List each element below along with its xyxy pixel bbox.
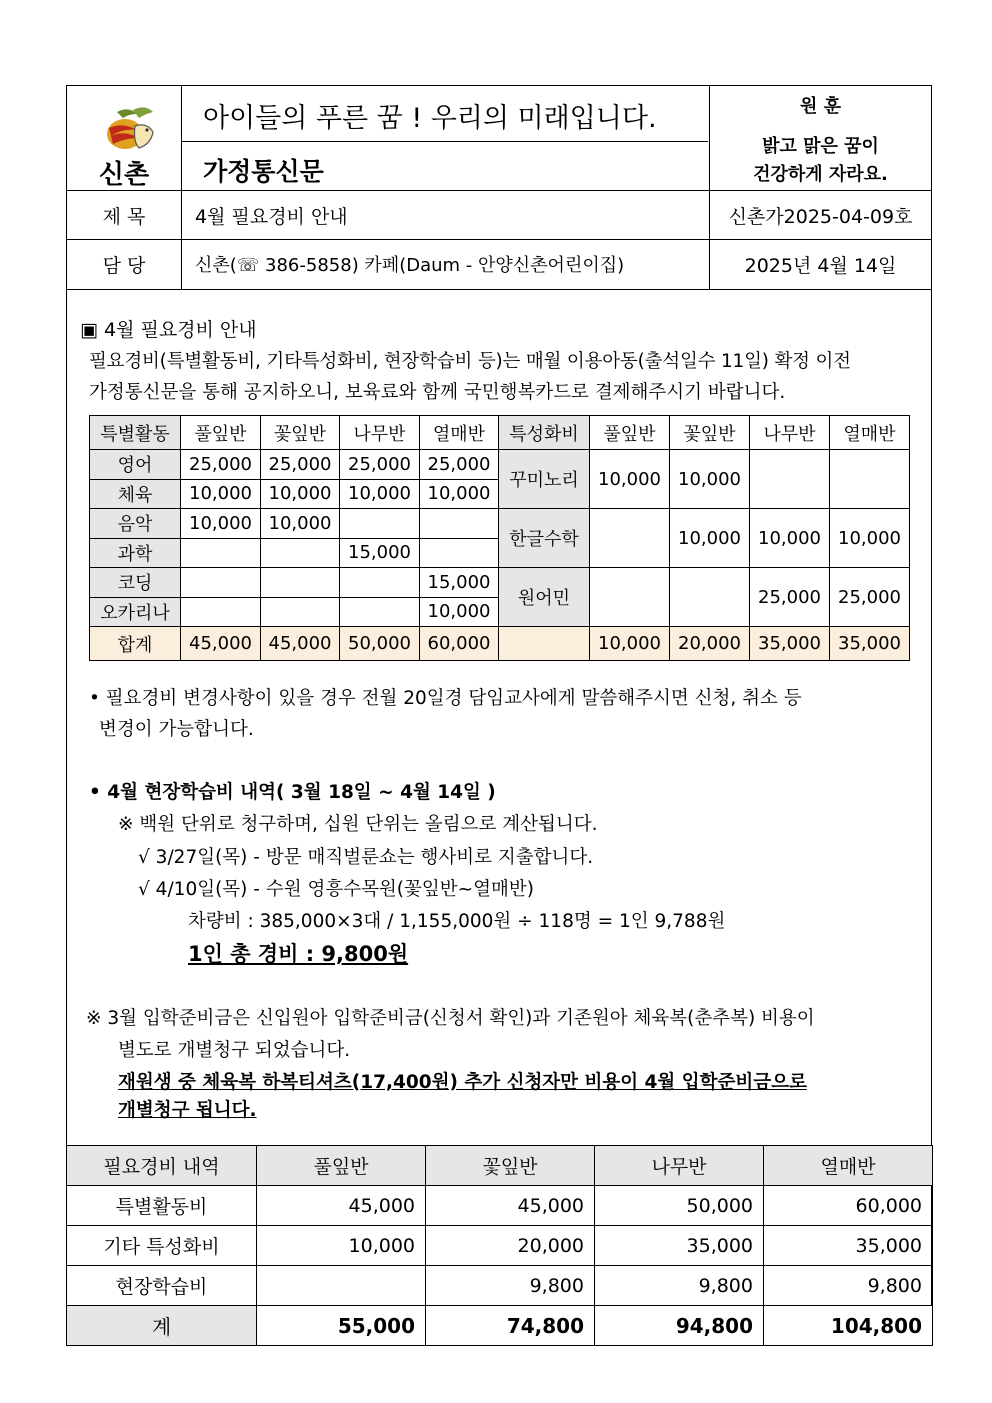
sum-cell: 35,000	[750, 627, 830, 661]
fee-cell	[340, 597, 420, 627]
motto-title: 원 훈	[799, 96, 842, 117]
activity-name: 코딩	[90, 568, 181, 598]
contact-label: 담 당	[102, 255, 146, 277]
school-name: 신촌	[98, 160, 150, 190]
fee-cell: 10,000	[181, 509, 261, 539]
fee-cell: 10,000	[830, 509, 910, 568]
fee-cell: 15,000	[340, 538, 420, 568]
sum-cell: 60,000	[420, 627, 499, 661]
fee-cell	[261, 568, 340, 598]
issue-date: 2025년 4월 14일	[744, 255, 897, 277]
activity-name: 과학	[90, 538, 181, 568]
activity-name: 음악	[90, 509, 181, 539]
field-trip-total: 1인 총 경비 : 9,800원	[188, 942, 409, 966]
summary-header: 풀잎반	[257, 1146, 426, 1186]
divider	[181, 141, 708, 142]
sum-cell: 10,000	[590, 627, 670, 661]
summary-row-label: 기타 특성화비	[67, 1226, 257, 1266]
school-logo	[103, 104, 159, 156]
fee-cell: 10,000	[670, 450, 750, 509]
fee-cell: 25,000	[830, 568, 910, 627]
summary-cell: 60,000	[764, 1186, 933, 1226]
summary-cell: 9,800	[764, 1266, 933, 1306]
sum-cell: 35,000	[830, 627, 910, 661]
feature-name: 꾸미노리	[499, 450, 590, 509]
admission-line2: 별도로 개별청구 되었습니다.	[118, 1040, 351, 1061]
sum-cell: 50,000	[340, 627, 420, 661]
fee-cell: 25,000	[420, 450, 499, 480]
summary-total-cell: 94,800	[595, 1306, 764, 1346]
summary-total-label: 계	[67, 1306, 257, 1346]
summary-cell	[257, 1266, 426, 1306]
sum-label: 합계	[90, 627, 181, 661]
fee-cell	[181, 538, 261, 568]
feature-name: 원어민	[499, 568, 590, 627]
activity-name: 영어	[90, 450, 181, 480]
activity-name: 체육	[90, 479, 181, 509]
sum-cell: 20,000	[670, 627, 750, 661]
fee-cell: 15,000	[420, 568, 499, 598]
activity-name: 오카리나	[90, 597, 181, 627]
fee-cell	[181, 597, 261, 627]
header-feature: 특성화비	[499, 416, 590, 450]
subject-label: 제 목	[102, 206, 146, 228]
field-trip-title: • 4월 현장학습비 내역( 3월 18일 ~ 4월 14일 )	[89, 782, 496, 803]
summary-row-label: 특별활동비	[67, 1186, 257, 1226]
fee-cell: 25,000	[181, 450, 261, 480]
motto-line1: 밝고 맑은 꿈이	[762, 136, 879, 157]
summary-cell: 10,000	[257, 1226, 426, 1266]
header-class: 열매반	[420, 416, 499, 450]
fee-cell	[670, 568, 750, 627]
fee-table	[89, 415, 910, 661]
field-trip-item2: √ 4/10일(목) - 수원 영흥수목원(꽃잎반~열매반)	[138, 879, 534, 900]
doc-number: 신촌가2025-04-09호	[728, 206, 913, 228]
fee-cell	[830, 450, 910, 509]
header-class: 풀잎반	[590, 416, 670, 450]
fee-cell	[420, 509, 499, 539]
doc-type: 가정통신문	[203, 157, 324, 186]
summary-cell: 45,000	[257, 1186, 426, 1226]
divider	[67, 289, 931, 290]
header-class: 꽃잎반	[670, 416, 750, 450]
change-note-line2: 변경이 가능합니다.	[99, 719, 254, 740]
admission-bold1: 재원생 중 체육복 하복티셔츠(17,400원) 추가 신청자만 비용이 4월 입학준비금으로	[118, 1072, 807, 1093]
motto-line2: 건강하게 자라요.	[753, 164, 888, 185]
fee-cell	[340, 509, 420, 539]
header-class: 열매반	[830, 416, 910, 450]
divider	[67, 239, 931, 240]
field-trip-item1: √ 3/27일(목) - 방문 매직벌룬쇼는 행사비로 지출합니다.	[138, 847, 594, 868]
subject-value: 4월 필요경비 안내	[195, 206, 348, 228]
summary-cell: 20,000	[426, 1226, 595, 1266]
section-title: ▣ 4월 필요경비 안내	[80, 319, 257, 341]
fee-cell: 10,000	[750, 509, 830, 568]
summary-total-cell: 104,800	[764, 1306, 933, 1346]
summary-header: 꽃잎반	[426, 1146, 595, 1186]
summary-row-label: 현장학습비	[67, 1266, 257, 1306]
fee-cell: 10,000	[261, 479, 340, 509]
intro-line1: 필요경비(특별활동비, 기타특성화비, 현장학습비 등)는 매월 이용아동(출석일수 11일) 확정 이전	[89, 351, 851, 372]
header-special: 특별활동	[90, 416, 181, 450]
header-class: 나무반	[750, 416, 830, 450]
summary-cell: 50,000	[595, 1186, 764, 1226]
admission-line1: ※ 3월 입학준비금은 신입원아 입학준비금(신청서 확인)과 기존원아 체육복(춘추복) 비용이	[86, 1008, 815, 1029]
header-class: 꽃잎반	[261, 416, 340, 450]
header-class: 나무반	[340, 416, 420, 450]
field-trip-calc: 차량비 : 385,000×3대 / 1,155,000원 ÷ 118명 = 1인 9,788원	[188, 911, 726, 932]
contact-value: 신촌(☏ 386-5858) 카페(Daum - 안양신촌어린이집)	[195, 255, 625, 276]
fee-cell	[750, 450, 830, 509]
summary-total-cell: 74,800	[426, 1306, 595, 1346]
fee-cell	[181, 568, 261, 598]
fee-cell: 25,000	[340, 450, 420, 480]
summary-table	[66, 1145, 933, 1346]
intro-line2: 가정통신문을 통해 공지하오니, 보육료와 함께 국민행복카드로 결제해주시기 바랍니다.	[89, 382, 786, 403]
change-note-line1: • 필요경비 변경사항이 있을 경우 전월 20일경 담임교사에게 말씀해주시면 신청, 취소 등	[89, 688, 802, 709]
sum-cell: 45,000	[181, 627, 261, 661]
sum-cell: 45,000	[261, 627, 340, 661]
fee-cell	[261, 538, 340, 568]
summary-header: 열매반	[764, 1146, 933, 1186]
summary-total-cell: 55,000	[257, 1306, 426, 1346]
fee-cell	[261, 597, 340, 627]
summary-cell: 9,800	[595, 1266, 764, 1306]
summary-cell: 9,800	[426, 1266, 595, 1306]
feature-name: 한글수학	[499, 509, 590, 568]
summary-cell: 35,000	[595, 1226, 764, 1266]
fee-cell: 10,000	[420, 597, 499, 627]
fee-cell: 10,000	[670, 509, 750, 568]
fee-cell	[590, 509, 670, 568]
summary-cell: 35,000	[764, 1226, 933, 1266]
fee-cell: 25,000	[261, 450, 340, 480]
fee-cell	[420, 538, 499, 568]
fee-cell	[340, 568, 420, 598]
field-trip-note: ※ 백원 단위로 청구하며, 십원 단위는 올림으로 계산됩니다.	[118, 814, 598, 835]
fee-cell	[590, 568, 670, 627]
summary-header: 나무반	[595, 1146, 764, 1186]
fee-cell: 10,000	[181, 479, 261, 509]
admission-bold2: 개별청구 됩니다.	[118, 1100, 257, 1121]
divider	[181, 86, 182, 289]
sum-blank	[499, 627, 590, 661]
summary-header: 필요경비 내역	[67, 1146, 257, 1186]
fee-cell: 10,000	[340, 479, 420, 509]
header-class: 풀잎반	[181, 416, 261, 450]
fee-cell: 10,000	[420, 479, 499, 509]
divider	[67, 190, 931, 191]
slogan: 아이들의 푸른 꿈 ! 우리의 미래입니다.	[203, 103, 657, 134]
fee-cell: 10,000	[590, 450, 670, 509]
summary-cell: 45,000	[426, 1186, 595, 1226]
fee-cell: 25,000	[750, 568, 830, 627]
fee-cell: 10,000	[261, 509, 340, 539]
